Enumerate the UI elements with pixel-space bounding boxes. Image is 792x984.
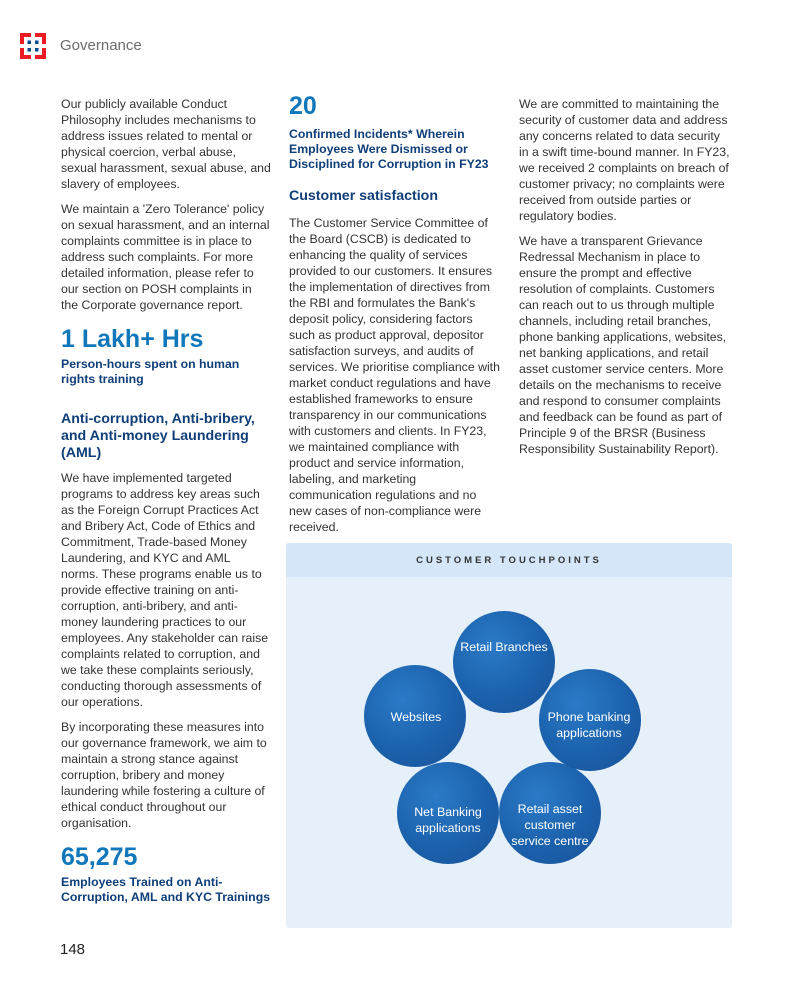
section-title: Governance (60, 37, 142, 54)
touchpoint-label: Retail Branches (460, 640, 548, 654)
anti-corruption-heading: Anti-corruption, Anti-bribery, and Anti-money Laundering (AML) (61, 411, 255, 461)
bank-logo-icon (20, 33, 46, 59)
data-security-paragraph: We are committed to maintaining the security of customer data and address any concerns related to data security in a swift time-bound manner. In FY23, we received 2 complaints on breach of customer privacy; no complaints were received from outside parties or regulatory bodies. (519, 97, 730, 223)
employees-trained-label: Employees Trained on Anti-Corruption, AML and KYC Trainings (61, 875, 271, 904)
touchpoint-label: Websites (390, 710, 442, 724)
page-number: 148 (60, 941, 86, 958)
panel-title: CUSTOMER TOUCHPOINTS (416, 555, 602, 566)
incidents-stat: 20 (289, 92, 317, 120)
touchpoint-label: Net Banking applications (414, 805, 482, 835)
cscb-paragraph: The Customer Service Committee of the Board (CSCB) is dedicated to enhancing the quality of services provided to our customers. It ensures the implementation of directives from the RBI and formulates the Bank's deposit policy, considering factors such as product approval, depositor satisfaction surveys, and audits of services. We prioritise compliance with market conduct regulations and have established frameworks to ensure transparency in our communications with customers and clients. In FY23, we maintained compliance with product and service information, labeling, and marketing communication regulations and no new cases of non-compliance were received. (289, 216, 500, 534)
panel-header (286, 543, 732, 577)
touchpoint-label: Retail asset customer service centre (511, 802, 589, 848)
customer-touchpoints-panel (286, 543, 732, 928)
customer-satisfaction-heading: Customer satisfaction (289, 188, 439, 204)
targeted-programs-paragraph: We have implemented targeted programs to address key areas such as the Foreign Corrupt Practices Act and Bribery Act, Code of Ethics and Commitment, Trade-based Money Laundering, and KYC and AML norms. These programs enable us to provide effective training on anti-corruption, anti-bribery, and anti-money laundering practices to our employees. Any stakeholder can raise complaints related to corruption, and we take these complaints seriously, conducting thorough assessments of our operations. (61, 471, 269, 709)
grievance-paragraph: We have a transparent Grievance Redressal Mechanism in place to ensure the prompt and effective resolution of complaints. Customers can reach out to us through multiple channels, including retail branches, phone banking applications, websites, net banking applications, and retail asset customer service centers. More details on the mechanisms to receive and respond to consumer complaints and feedback can be found as part of Principle 9 of the BRSR (Business Responsibility Sustainability Report). (519, 234, 727, 456)
touchpoint-circle (453, 611, 555, 713)
training-hours-stat: 1 Lakh+ Hrs (61, 325, 204, 353)
training-hours-label: Person-hours spent on human rights training (61, 357, 240, 386)
touchpoint-label: Phone banking applications (547, 710, 631, 740)
column-left (61, 96, 271, 921)
zero-tolerance-paragraph: We maintain a 'Zero Tolerance' policy on sexual harassment, and an internal complaints committee is in place to address such complaints. For more detailed information, please refer to our section on POSH complaints in the Corporate governance report. (61, 202, 270, 312)
governance-framework-paragraph: By incorporating these measures into our governance framework, we aim to maintain a strong stance against corruption, bribery and money laundering while fostering a culture of ethical conduct throughout our organisation. (61, 720, 267, 830)
conduct-philosophy-paragraph: Our publicly available Conduct Philosophy includes mechanisms to address issues related to mental or physical coercion, verbal abuse, sexual harassment, sexual abuse, and slavery of employees. (61, 97, 271, 191)
column-middle (289, 92, 501, 544)
column-right (519, 96, 731, 466)
incidents-label: Confirmed Incidents* Wherein Employees Were Dismissed or Disciplined for Corruption in FY23 (289, 127, 489, 171)
employees-trained-stat: 65,275 (61, 843, 138, 871)
